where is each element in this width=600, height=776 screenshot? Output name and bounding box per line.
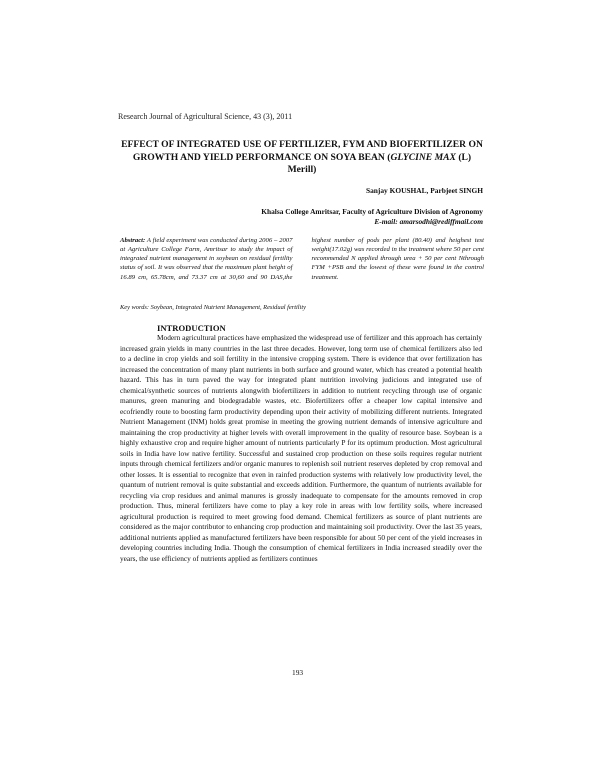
affiliation [261, 207, 483, 227]
paper-title [120, 139, 484, 177]
title-part1: EFFECT OF INTEGRATED USE OF FERTILIZER, FYM AND BIOFERTILIZER ON GROWTH AND YIELD PERFORMANCE ON SOYA BEAN ( [121, 139, 483, 163]
abstract [120, 236, 484, 286]
authors: Sanjay KOUSHAL, Parbjeet SINGH [365, 186, 483, 195]
intro-paragraph: Modern agricultural practices have emphasized the widespread use of fertilizer and this approach has certainly increased grain yields in many countries in the last three decades. However, long term use of chemical fertilizers also led to a decline in crop yields and soil fertility in the intensive cropping system. There is evidence that over fertilization has increased the concentration of many plant nutrients in both surface and ground water, which has created a potential health hazard. This has in turn paved the way for integrated plant nutrition involving judicious and integrated use of chemical/synthetic sources of nutrients alongwith biofertilizers in addition to nutrient recycling through use of organic manures, green manuring and biodegradable wastes, etc. Biofertilizers offer a cheaper low capital intensive and ecofriendly route to boosting farm productivity depending upon their activity of mobilizing different nutrients. Integrated Nutrient Management (INM) holds great promise in meeting the growing nutrient demands of intensive agriculture and maintaining the crop productivity at higher levels with overall improvement in the quality of resource base. Soybean is a highly exhaustive crop and require higher amount of nutrients particularly P for its optimum production. Most agricultural soils in India have low native fertility. Successful and sustained crop production on these soils requires regular nutrient inputs through chemical fertilizers and/or organic manures to replenish soil nutrient reserves depleted by crop removal and other losses. It is essential to recognize that even in rainfed production systems with relatively low productivity level, the quantum of nutrient removal is quite substantial and exceeds addition. Furthermore, the quantum of nutrients available for recycling via crop residues and animal manures is grossly inadequate to compensate for the amounts removed in crop production. Thus, mineral fertilizers have come to play a key role in areas with low fertility soils, where increased agricultural production is required to meet growing food demand. Chemical fertilizers as source of plant nutrients are considered as the major contributor to enhancing crop production and maintaining soil productivity. Over the last 35 years, additional nutrients applied as manufactured fertilizers have been responsible for about 50 per cent of the yield increases in developing countries including India. Though the consumption of chemical fertilizers in India increased steadily over the years, the use efficiency of nutrients applied as fertilizers continues [120, 333, 482, 563]
keywords: Key words: Soybean, Integrated Nutrient Management, Residual fertility [120, 304, 306, 311]
title-species: GLYCINE MAX [390, 151, 456, 163]
section-heading: INTRODUCTION [157, 323, 226, 333]
title-part2: (L) Merill) [287, 151, 472, 175]
page-number: 193 [292, 668, 304, 677]
institution: Khalsa College Amritsar, Faculty of Agriculture Division of Agronomy [261, 207, 483, 216]
abstract-label: Abstract: [120, 237, 146, 244]
abstract-text: A field experiment was conducted during 2006 – 2007 at Agriculture College Farm, Amritsar to study the impact of integrated nutrient management in soybean on residual fertility status of soil. It was observed that the maximum plant height of 16.89 cm, 65.78cm, and 73.37 cm at 30,60 and 90 DAS,the highest number of pods per plant (80.40) and heighest test weight(17.02g) was recorded in the treatment where 50 per cent recommended N applied through urea + 50 per cent Nthrough FYM +PSB and the lowest of these were found in the control treatment. [120, 237, 484, 281]
email: E-mail: amarsodhi@rediffmail.com [374, 217, 483, 226]
journal-reference: Research Journal of Agricultural Science, 43 (3), 2011 [118, 112, 293, 121]
